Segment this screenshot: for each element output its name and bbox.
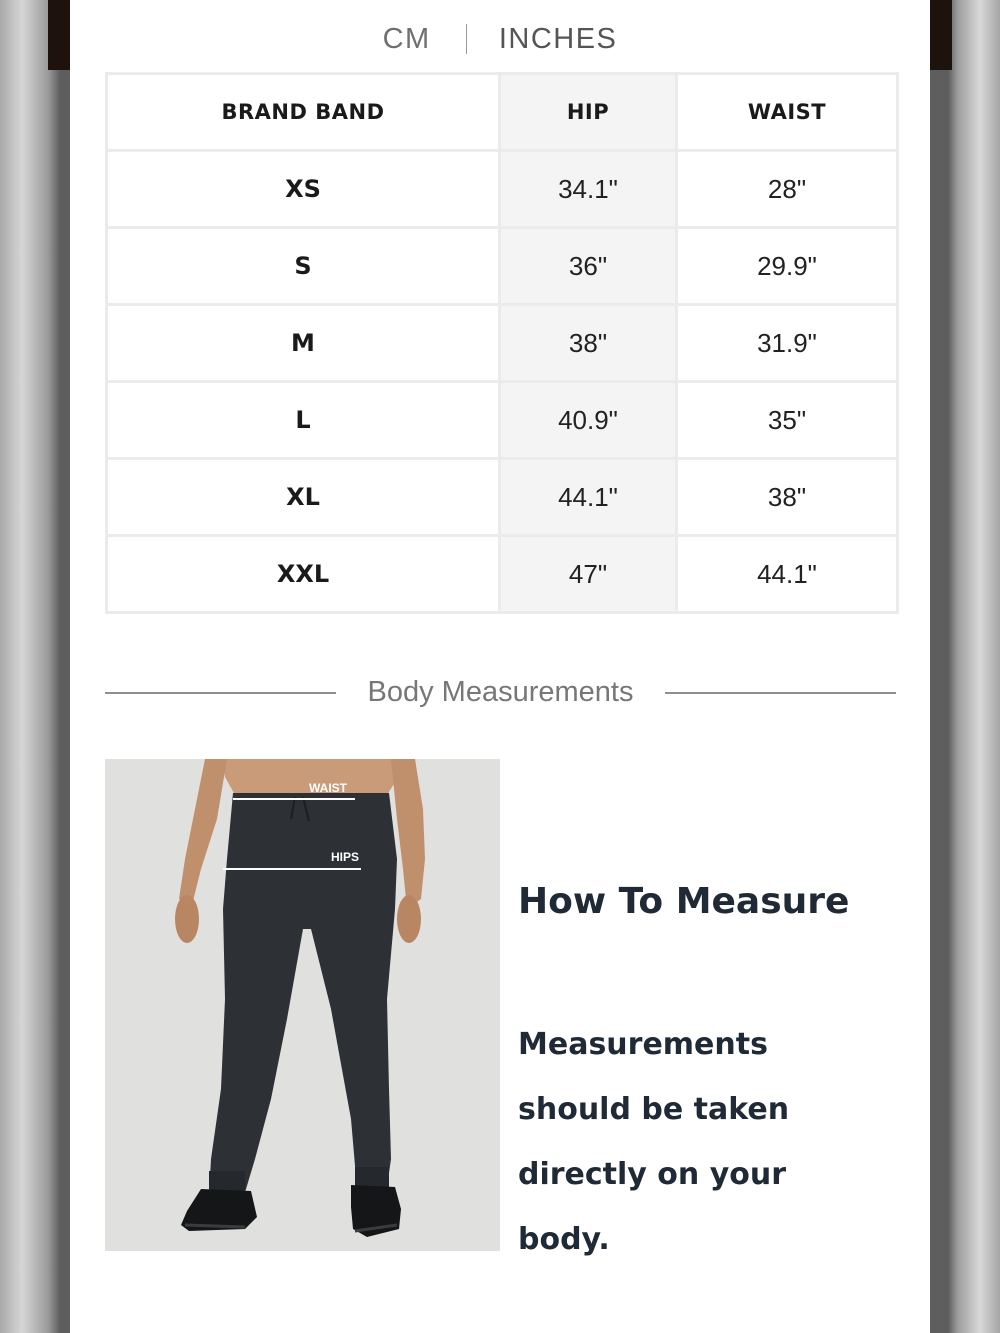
model-measurement-image (105, 759, 500, 1251)
table-row (107, 382, 898, 459)
waist-cell: 44.1" (677, 536, 898, 613)
body-measurements-divider (105, 670, 896, 714)
header-waist: WAIST (677, 74, 898, 151)
window-bar-right (930, 0, 952, 70)
body-measurements-title: Body Measurements (367, 676, 634, 708)
how-to-measure-text: Measurements should be taken directly on your body. (518, 1027, 790, 1257)
size-cell: XS (107, 151, 500, 228)
hip-cell: 36" (500, 228, 677, 305)
waist-cell: 38" (677, 459, 898, 536)
divider-line-right (665, 692, 896, 694)
window-bar-left (48, 0, 70, 70)
waist-cell: 31.9" (677, 305, 898, 382)
waist-cell: 28" (677, 151, 898, 228)
size-cell: XL (107, 459, 500, 536)
unit-inches-button[interactable]: INCHES (498, 23, 618, 56)
header-brand-band: BRAND BAND (107, 74, 500, 151)
unit-separator (466, 24, 467, 54)
hip-cell: 47" (500, 536, 677, 613)
waist-cell: 35" (677, 382, 898, 459)
header-hip: HIP (500, 74, 677, 151)
waist-cell: 29.9" (677, 228, 898, 305)
unit-toggle (70, 18, 930, 58)
table-row (107, 536, 898, 613)
size-cell: L (107, 382, 500, 459)
size-cell: S (107, 228, 500, 305)
table-row (107, 459, 898, 536)
waist-label: WAIST (309, 781, 347, 795)
how-to-measure-panel (518, 876, 918, 1272)
how-to-measure-heading: How To Measure (518, 881, 850, 922)
table-row (107, 151, 898, 228)
hips-label: HIPS (331, 850, 360, 864)
size-guide-page (70, 0, 930, 1333)
divider-line-left (105, 692, 336, 694)
model-illustration (105, 759, 500, 1251)
table-row (107, 305, 898, 382)
table-header-row (107, 74, 898, 151)
unit-cm-button[interactable]: CM (382, 23, 431, 56)
hip-cell: 34.1" (500, 151, 677, 228)
hip-cell: 38" (500, 305, 677, 382)
hip-cell: 40.9" (500, 382, 677, 459)
hip-cell: 44.1" (500, 459, 677, 536)
size-cell: XXL (107, 536, 500, 613)
size-cell: M (107, 305, 500, 382)
size-chart-table (105, 72, 899, 614)
table-row (107, 228, 898, 305)
